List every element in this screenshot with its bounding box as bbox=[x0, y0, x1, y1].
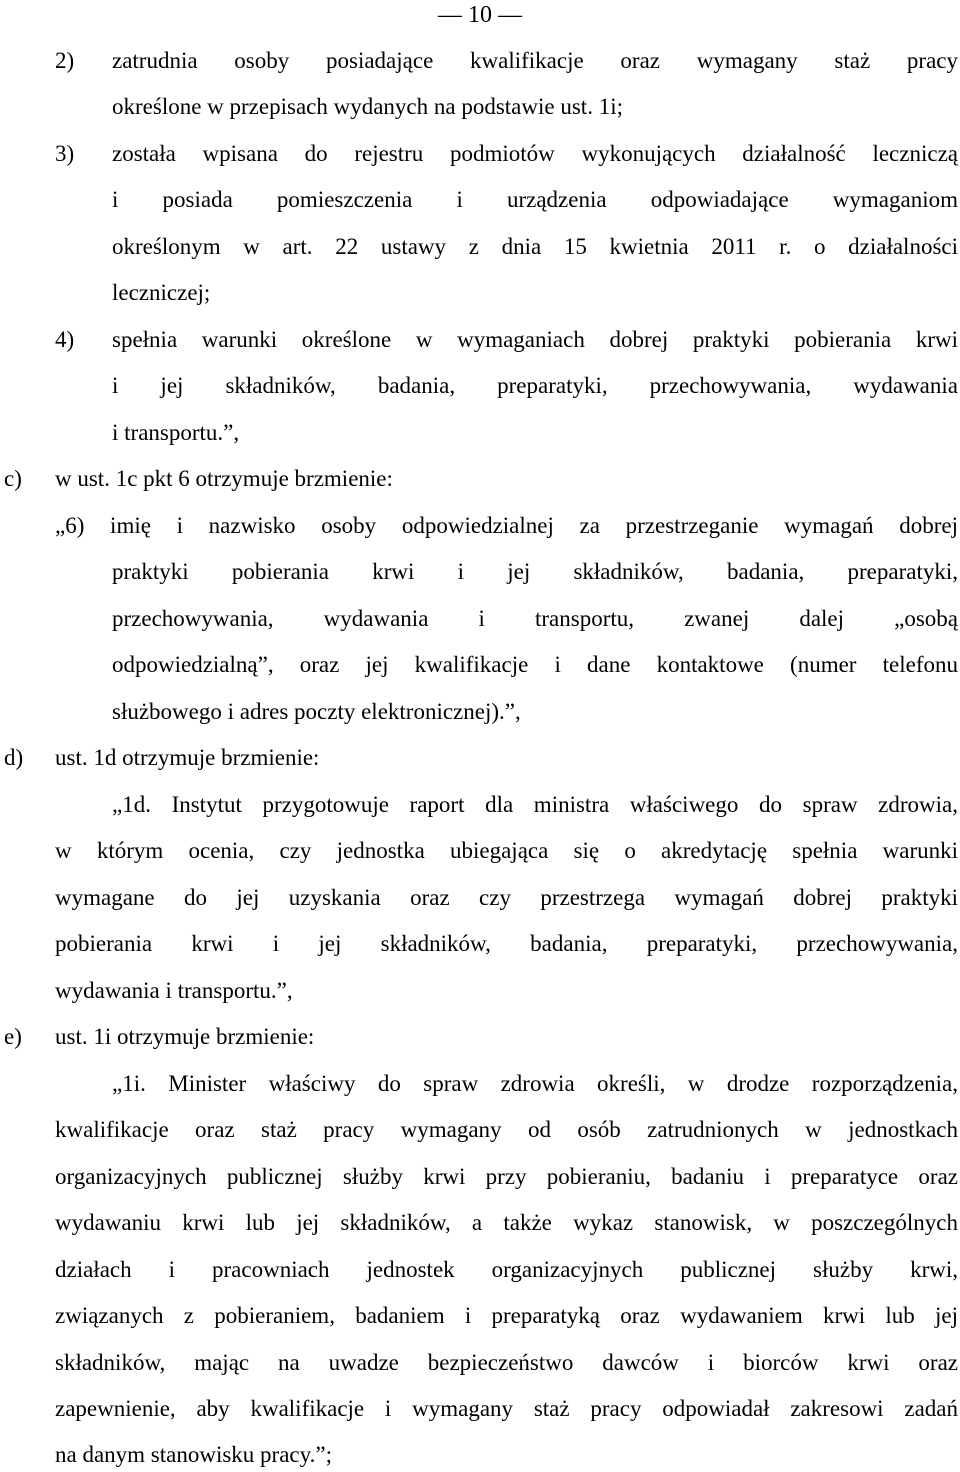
item-label-2: 2) bbox=[55, 48, 75, 73]
text-line: w ust. 1c pkt 6 otrzymuje brzmienie: bbox=[55, 466, 393, 491]
text-line: praktyki pobierania krwi i jej składników, badania, preparatyki, bbox=[112, 559, 958, 584]
text-line: „6) imię i nazwisko osoby odpowiedzialnej za przestrzeganie wymagań dobrej bbox=[55, 513, 958, 538]
text-line: działach i pracowniach jednostek organizacyjnych publicznej służby krwi, bbox=[55, 1257, 958, 1282]
text-line: wymagane do jej uzyskania oraz czy przestrzega wymagań dobrej praktyki bbox=[55, 885, 958, 910]
text-line: została wpisana do rejestru podmiotów wykonujących działalność leczniczą bbox=[112, 141, 958, 166]
item-label-4: 4) bbox=[55, 327, 75, 352]
item-label-d: d) bbox=[4, 745, 24, 770]
item-label-c: c) bbox=[4, 466, 22, 491]
text-line: zapewnienie, aby kwalifikacje i wymagany staż pracy odpowiadał zakresowi zadań bbox=[55, 1396, 958, 1421]
text-line: pobierania krwi i jej składników, badania, preparatyki, przechowywania, bbox=[55, 931, 958, 956]
text-line: i posiada pomieszczenia i urządzenia odpowiadające wymaganiom bbox=[112, 187, 958, 212]
text-line: i transportu.”, bbox=[112, 420, 240, 445]
text-line: „1d. Instytut przygotowuje raport dla ministra właściwego do spraw zdrowia, bbox=[112, 792, 958, 817]
text-line: określone w przepisach wydanych na podstawie ust. 1i; bbox=[112, 94, 623, 119]
text-line: służbowego i adres poczty elektronicznej).”, bbox=[112, 699, 521, 724]
item-label-3: 3) bbox=[55, 141, 75, 166]
page-number: — 10 — bbox=[438, 2, 522, 28]
text-line: ust. 1d otrzymuje brzmienie: bbox=[55, 745, 320, 770]
text-line: zatrudnia osoby posiadające kwalifikacje oraz wymagany staż pracy bbox=[112, 48, 958, 73]
text-line: wydawaniu krwi lub jej składników, a także wykaz stanowisk, w poszczególnych bbox=[55, 1210, 958, 1235]
text-line: w którym ocenia, czy jednostka ubiegająca się o akredytację spełnia warunki bbox=[55, 838, 958, 863]
text-line: określonym w art. 22 ustawy z dnia 15 kwietnia 2011 r. o działalności bbox=[112, 234, 958, 259]
text-line: „1i. Minister właściwy do spraw zdrowia określi, w drodze rozporządzenia, bbox=[112, 1071, 958, 1096]
text-line: związanych z pobieraniem, badaniem i preparatyką oraz wydawaniem krwi lub jej bbox=[55, 1303, 958, 1328]
text-line: spełnia warunki określone w wymaganiach dobrej praktyki pobierania krwi bbox=[112, 327, 958, 352]
text-line: ust. 1i otrzymuje brzmienie: bbox=[55, 1024, 315, 1049]
text-line: i jej składników, badania, preparatyki, przechowywania, wydawania bbox=[112, 373, 958, 398]
text-line: kwalifikacje oraz staż pracy wymagany od osób zatrudnionych w jednostkach bbox=[55, 1117, 958, 1142]
text-line: przechowywania, wydawania i transportu, zwanej dalej „osobą bbox=[112, 606, 958, 631]
item-label-e: e) bbox=[4, 1024, 22, 1049]
text-line: wydawania i transportu.”, bbox=[55, 978, 293, 1003]
text-line: organizacyjnych publicznej służby krwi przy pobieraniu, badaniu i preparatyce oraz bbox=[55, 1164, 958, 1189]
text-line: odpowiedzialną”, oraz jej kwalifikacje i dane kontaktowe (numer telefonu bbox=[112, 652, 958, 677]
text-line: na danym stanowisku pracy.”; bbox=[55, 1442, 332, 1467]
text-line: leczniczej; bbox=[112, 280, 211, 305]
text-line: składników, mając na uwadze bezpieczeństwo dawców i biorców krwi oraz bbox=[55, 1350, 958, 1375]
